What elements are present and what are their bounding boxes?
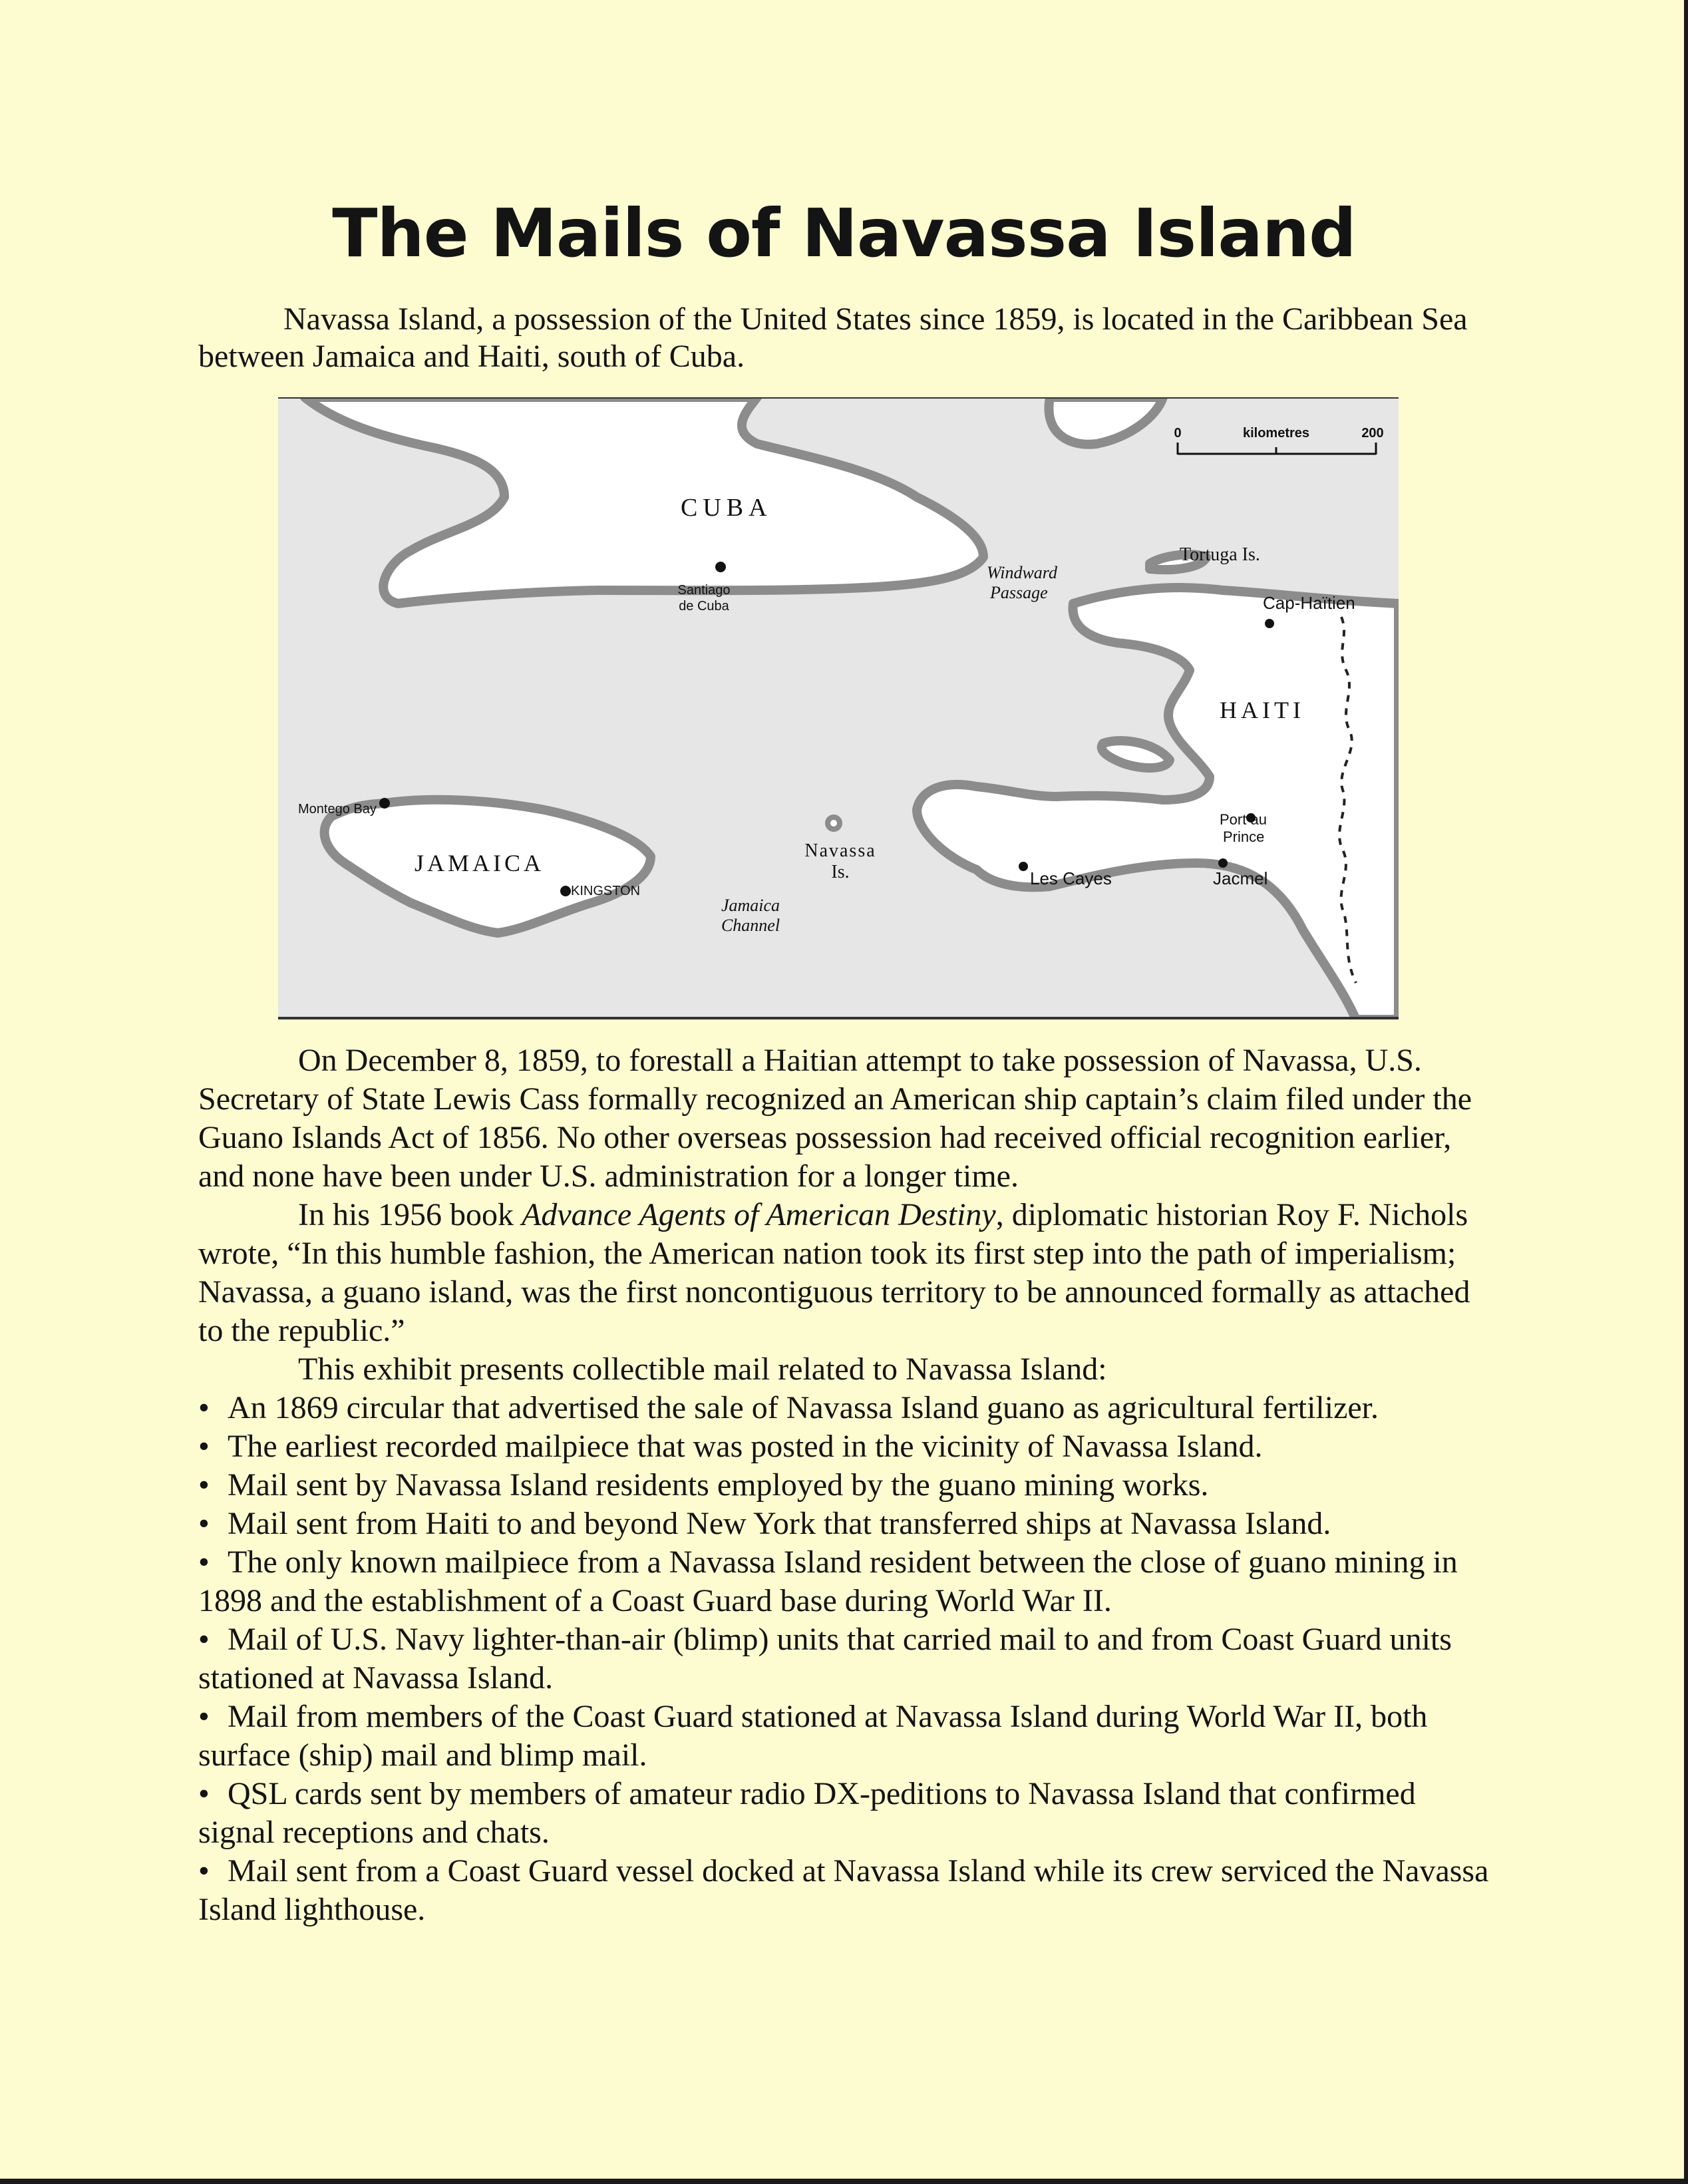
intro-paragraph: Navassa Island, a possession of the United States since 1859, is located in the Caribbean Sea between Jamaica and Haiti, south of Cuba. (198, 301, 1468, 374)
bullet-symbol: • (198, 1429, 210, 1464)
label-port-au-prince-2: Prince (1223, 828, 1265, 845)
bullet-symbol: • (198, 1390, 210, 1425)
scale-unit: kilometres (1242, 426, 1310, 441)
list-item-text: QSL cards sent by members of amateur radio DX-peditions to Navassa Island that confirmed signal receptions and chats. (198, 1776, 1416, 1850)
list-item-text: The earliest recorded mailpiece that was posted in the vicinity of Navassa Island. (228, 1429, 1263, 1464)
list-item (198, 1466, 1496, 1505)
label-les-cayes: Les Cayes (1030, 868, 1112, 888)
label-jamaica: JAMAICA (415, 850, 545, 876)
label-kingston: KINGSTON (571, 884, 641, 898)
list-item (198, 1698, 1496, 1775)
jacmel-dot (1218, 858, 1228, 868)
caribbean-map (278, 397, 1399, 1019)
label-navassa-2: Is. (831, 862, 850, 882)
paragraph-nichols-start: In his 1956 book (298, 1197, 522, 1232)
list-item-text: The only known mailpiece from a Navassa Island resident between the close of guano mining in 1898 and the establishment of a Coast Guard base during World War II. (198, 1545, 1458, 1618)
bullet-symbol: • (198, 1506, 210, 1541)
kingston-dot (560, 886, 571, 896)
label-windward-2: Passage (990, 583, 1048, 602)
scan-edge-right (1684, 0, 1688, 2184)
scan-edge-bottom (0, 2179, 1688, 2184)
list-item (198, 1427, 1496, 1466)
label-windward-1: Windward (987, 563, 1057, 582)
bullet-symbol: • (198, 1622, 210, 1657)
label-port-au-prince-1: Port au (1220, 811, 1267, 828)
exhibit-list (198, 1389, 1496, 1929)
paragraph-nichols (198, 1196, 1496, 1350)
list-item-text: Mail of U.S. Navy lighter-than-air (blimp) units that carried mail to and from Coast Guard units stationed at Navassa Island. (198, 1622, 1452, 1696)
paragraph-exhibit: This exhibit presents collectible mail related to Navassa Island: (298, 1352, 1107, 1387)
list-item (198, 1852, 1496, 1929)
label-tortuga: Tortuga Is. (1180, 544, 1260, 565)
list-item-text: An 1869 circular that advertised the sale of Navassa Island guano as agricultural fertilizer. (228, 1390, 1379, 1425)
cap-haitien-dot (1265, 619, 1274, 628)
list-item (198, 1775, 1496, 1852)
body-text (198, 1041, 1496, 1929)
list-item (198, 1543, 1496, 1620)
label-navassa-1: Navassa (804, 840, 876, 861)
label-cap-haitien: Cap-Haïtien (1263, 593, 1355, 613)
bullet-symbol: • (198, 1545, 210, 1580)
book-title: Advance Agents of American Destiny (522, 1197, 996, 1232)
list-item (198, 1620, 1496, 1698)
list-item (198, 1505, 1496, 1543)
label-channel-2: Channel (721, 916, 780, 935)
montego-dot (379, 798, 390, 809)
bullet-symbol: • (198, 1467, 210, 1503)
label-montego: Montego Bay (298, 802, 377, 817)
label-haiti: HAITI (1220, 697, 1305, 723)
navassa-island (828, 817, 840, 829)
label-santiago-2: de Cuba (679, 599, 729, 614)
bullet-symbol: • (198, 1776, 210, 1811)
bullet-symbol: • (198, 1699, 210, 1734)
les-cayes-dot (1019, 862, 1028, 871)
list-item-text: Mail sent by Navassa Island residents employed by the guano mining works. (228, 1467, 1209, 1503)
paragraph-cass: On December 8, 1859, to forestall a Haitian attempt to take possession of Navassa, U.S. Secretary of State Lewis Cass formally recognized an American ship captain’s claim filed under the Guano Islands Act of 1856. No other overseas possession had received official recognition earlier, and none have been under U.S. administration for a longer time. (198, 1043, 1472, 1194)
label-santiago-1: Santiago (677, 583, 731, 598)
list-item-text: Mail from members of the Coast Guard stationed at Navassa Island during World War II, both surface (ship) mail and blimp mail. (198, 1699, 1428, 1773)
paragraph-nichols-end: , diplomatic historian Roy F. Nichols wrote, “In this humble fashion, the American nation took its first step into the path of imperialism; Navassa, a guano island, was the first noncontiguous territory to be announced formally as attached to the republic.” (198, 1197, 1470, 1348)
list-item-text: Mail sent from Haiti to and beyond New York that transferred ships at Navassa Island. (228, 1506, 1331, 1541)
label-channel-1: Jamaica (721, 896, 780, 915)
santiago-dot (715, 562, 726, 572)
list-item (198, 1389, 1496, 1427)
label-jacmel: Jacmel (1213, 868, 1268, 888)
list-item-text: Mail sent from a Coast Guard vessel docked at Navassa Island while its crew serviced the Navassa Island lighthouse. (198, 1853, 1489, 1927)
scale-max: 200 (1361, 426, 1384, 441)
page-title: The Mails of Navassa Island (332, 194, 1356, 272)
scale-zero: 0 (1174, 426, 1182, 441)
label-cuba: CUBA (681, 494, 772, 522)
bullet-symbol: • (198, 1853, 210, 1889)
